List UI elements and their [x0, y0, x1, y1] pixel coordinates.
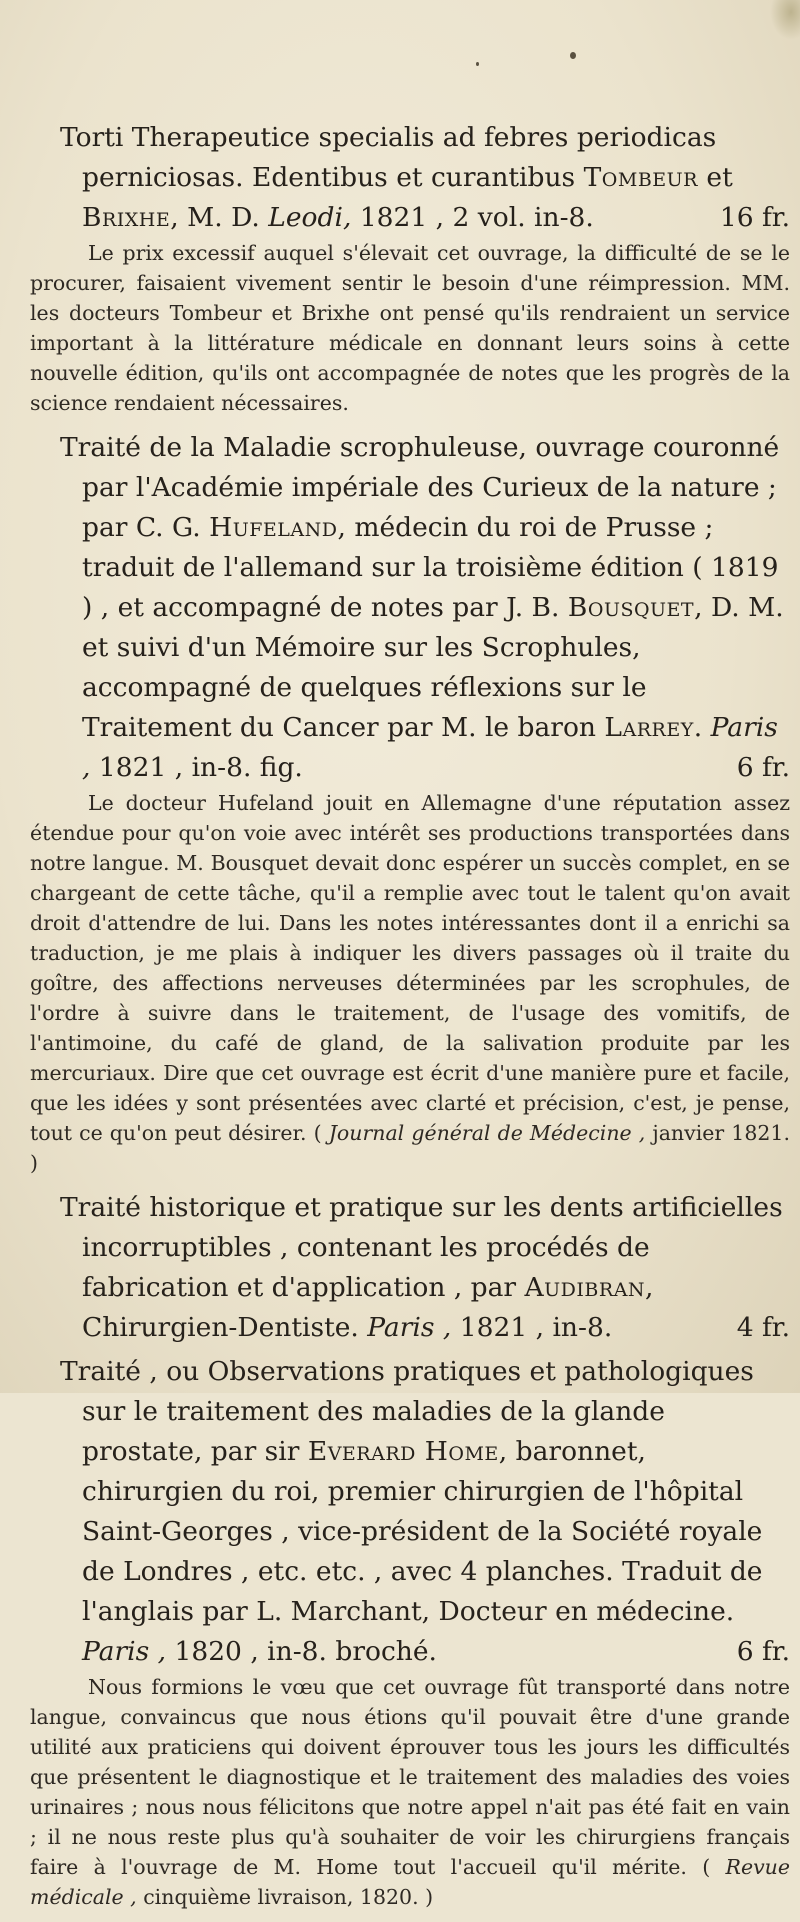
entry-title: Traité , ou Observations pratiques et pathologiques sur le traitement des maladies de la glande prostate, par sir Everard Home, baronnet, chirurgien du roi, premier chirurgien de l'hôpital Saint-Georges , vice-président de la Société royale de Londres , etc. etc. , avec 4 planches. Traduit de l'anglais par L. Marchant, Docteur en médecine. Paris , 1820 , in-8. broché. 6 fr. — [20, 1352, 790, 1672]
imprint-place: Paris , — [367, 1312, 452, 1343]
imprint-details: 1821 , in-8. fig. — [98, 752, 303, 783]
entry-review: Le prix excessif auquel s'élevait cet ouvrage, la difficulté de se le procurer, faisaient vivement sentir le besoin d'une réimpression. MM. les docteurs Tombeur et Brixhe ont pensé qu'ils rendraient un service important à la littérature médicale en donnant leurs soins à cette nouvelle édition, qu'ils ont accompagnée de notes que les progrès de la science rendaient nécessaires. — [30, 241, 790, 415]
catalogue-entry — [20, 1188, 790, 1348]
catalogue-listing — [20, 118, 790, 1922]
entry-title: Traité de la Maladie scrophuleuse, ouvrage couronné par l'Académie impériale des Curieux de la nature ; par C. G. Hufeland, médecin du roi de Prusse ; traduit de l'allemand sur la troisième édition ( 1819 ) , et accompagné de notes par J. B. Bousquet, D. M. et suivi d'un Mémoire sur les Scrophules, accompagné de quelques réflexions sur le Traitement du Cancer par M. le baron Larrey. Paris , 1821 , in-8. fig. 6 fr. — [20, 428, 790, 788]
ink-speck — [476, 62, 479, 66]
entry-review: Nous formions le vœu que cet ouvrage fût transporté dans notre langue, convaincus que nous étions qu'il pouvait être d'une grande utilité aux praticiens qui doivent éprouver tous les jours les difficultés que présentent le diagnostique et le traitement des maladies des voies urinaires ; nous nous félicitons que notre appel n'ait pas été fait en vain ; il ne nous reste plus qu'à souhaiter de voir les chirurgiens français faire à l'ouvrage de M. Home tout l'accueil qu'il mérite. ( Revue médicale , cinquième livraison, 1820. ) — [30, 1675, 790, 1909]
price: 6 fr. — [736, 1636, 790, 1667]
ink-speck — [570, 52, 576, 59]
author-name: Audibran — [524, 1272, 646, 1303]
imprint-place: Paris , — [82, 1636, 167, 1667]
author-name: Tombeur — [583, 162, 698, 193]
price: 4 fr. — [736, 1312, 790, 1343]
catalogue-entry — [20, 118, 790, 418]
author-name: Everard Home — [307, 1436, 499, 1467]
entry-title: Traité historique et pratique sur les dents artificielles incorruptibles , contenant les procédés de fabrication et d'application , par Audibran, Chirurgien-Dentiste. Paris , 1821 , in-8. 4 fr. — [20, 1188, 790, 1348]
review-source: Revue médicale , — [30, 1855, 790, 1909]
imprint-details: 1821 , 2 vol. in-8. — [359, 202, 594, 233]
imprint-place: Leodi, — [268, 202, 352, 233]
review-source: Journal général de Médecine , — [328, 1121, 646, 1145]
price: 6 fr. — [736, 752, 790, 783]
author-name: Bousquet — [567, 592, 695, 623]
imprint-details: 1821 , in-8. — [459, 1312, 613, 1343]
imprint-place: Paris , — [82, 712, 778, 783]
price: 16 fr. — [719, 202, 790, 233]
entry-title: Torti Therapeutice specialis ad febres periodicas perniciosas. Edentibus et curantibus Tombeur et Brixhe, M. D. Leodi, 1821 , 2 vol. in-8. 16 fr. — [20, 118, 790, 238]
catalogue-entry — [20, 428, 790, 1178]
author-name: Larrey — [604, 712, 694, 743]
imprint-details: 1820 , in-8. broché. — [174, 1636, 437, 1667]
catalogue-entry — [20, 1352, 790, 1912]
author-name: Brixhe — [82, 202, 171, 233]
page-stain — [770, 0, 800, 40]
entry-review: Le docteur Hufeland jouit en Allemagne d'une réputation assez étendue pour qu'on voie avec intérêt ses productions transportées dans notre langue. M. Bousquet devait donc espérer un succès complet, en se chargeant de cette tâche, qu'il a remplie avec tout le talent qu'on avait droit d'attendre de lui. Dans les notes intéressantes dont il a enrichi sa traduction, je me plais à indiquer les divers passages où il traite du goître, des affections nerveuses déterminées par les scrophules, de l'ordre à suivre dans le traitement, de l'usage des vomitifs, de l'antimoine, du café de gland, de la salivation produite par les mercuriaux. Dire que cet ouvrage est écrit d'une manière pure et facile, que les idées y sont présentées avec clarté et précision, c'est, je pense, tout ce qu'on peut désirer. ( Journal général de Médecine , janvier 1821. ) — [30, 791, 790, 1175]
author-name: Hufeland — [209, 512, 338, 543]
